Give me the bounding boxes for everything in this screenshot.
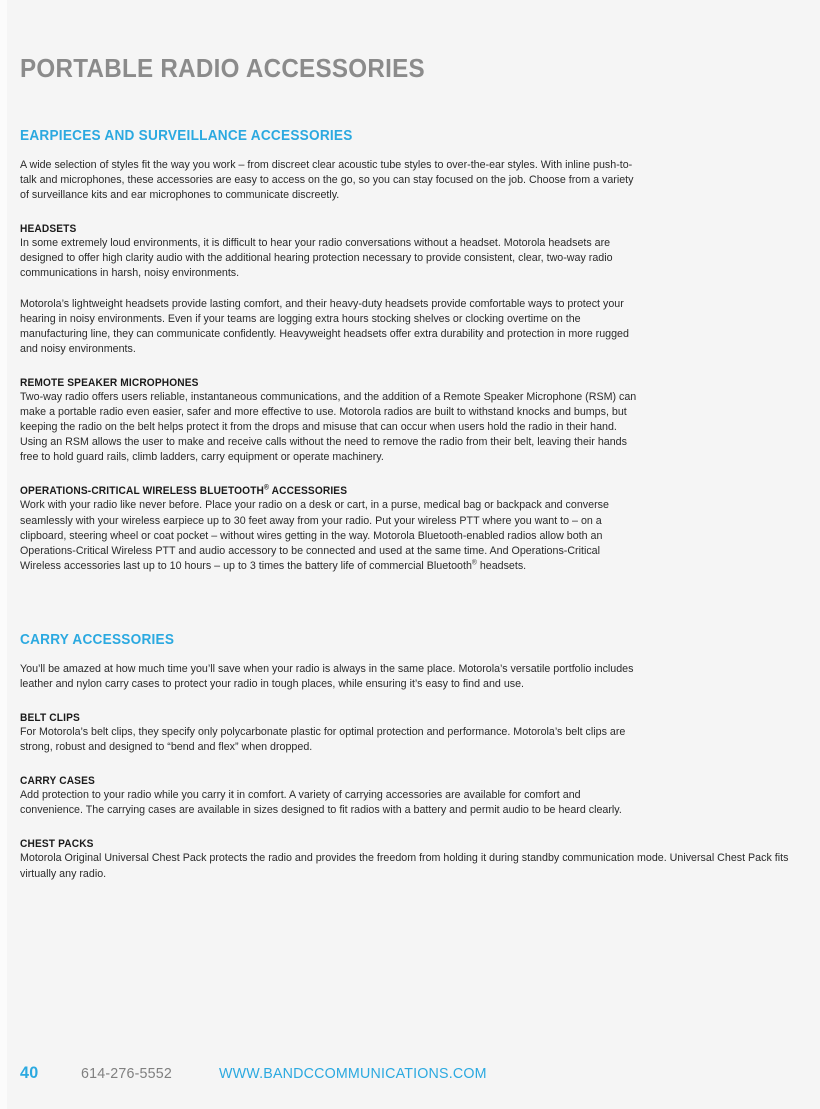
registered-trademark-mark: ® — [471, 559, 477, 567]
spacer — [20, 818, 810, 838]
page-content — [20, 128, 810, 882]
spacer — [20, 465, 810, 485]
paragraph-headsets-2: Motorola’s lightweight headsets provide lasting comfort, and their heavy-duty headsets provide comfortable ways to protect your hearing in noisy environments. Even if your teams are logging extra hours stocking shelves or clocking overtime on the manufacturing line, they can communicate confidently. Heavyweight headsets offer extra durability and protection in more rugged and noisy environments. — [20, 297, 629, 355]
paragraph-chest-packs: Motorola Original Universal Chest Pack protects the radio and provides the freedom from holding it during standby communication mode. Universal Chest Pack fits virtually any radio. — [20, 852, 789, 880]
section-intro-earpieces: A wide selection of styles fit the way you work – from discreet clear acoustic tube styles to over-the-ear styles. With inline push-to-talk and microphones, these accessories are easy to access on the go, so you can stay focused on the job. Choose from a variety of surveillance kits and ear microphones to communicate discreetly. — [20, 159, 634, 202]
paragraph-text-part-1: Work with your radio like never before. Place your radio on a desk or cart, in a purse, medical bag or backpack and converse seamlessly with your wireless earpiece up to 30 feet away from your radio. Put your wireless PTT where you want to – on a clipboard, steering wheel or coat pocket – without wires getting in the way. Motorola Bluetooth-enabled radios allow both an Operations-Critical Wireless PTT and audio accessory to be connected and used at the same time. And Operations-Critical Wireless accessories last up to 10 hours – up to 3 times the battery life of commercial Bluetooth — [20, 499, 609, 572]
page-title: PORTABLE RADIO ACCESSORIES — [20, 53, 425, 84]
spacer — [20, 357, 810, 377]
sub-heading-remote-speaker-microphones: REMOTE SPEAKER MICROPHONES — [20, 376, 199, 389]
sub-heading-chest-packs: CHEST PACKS — [20, 838, 94, 851]
subsection-remote-speaker-microphones — [20, 377, 810, 465]
paragraph-operations-critical-wireless-bluetooth — [20, 498, 641, 573]
section-intro-carry-accessories: You’ll be amazed at how much time you’ll save when your radio is always in the same place. Motorola’s versatile portfolio includes leather and nylon carry cases to protect your radio in tough places, while ensuring it’s easy to find and use. — [20, 662, 634, 690]
registered-trademark-mark: ® — [264, 484, 270, 492]
spacer — [20, 755, 810, 775]
paragraph-headsets-1: In some extremely loud environments, it is difficult to hear your radio conversations without a headset. Motorola headsets are designed to offer high clarity audio with the additional hearing protection necessary to provide consistent, clear, two-way radio communications in harsh, noisy environments. — [20, 237, 613, 280]
subsection-belt-clips — [20, 712, 810, 755]
section-heading-earpieces: EARPIECES AND SURVEILLANCE ACCESSORIES — [20, 128, 353, 144]
page-footer — [20, 1063, 501, 1083]
subsection-operations-critical-wireless-bluetooth-accessories — [20, 485, 810, 573]
spacer — [20, 203, 810, 223]
footer-phone-number[interactable]: 614-276-5552 — [80, 1065, 172, 1082]
sub-heading-belt-clips: BELT CLIPS — [20, 712, 80, 725]
paragraph-remote-speaker-microphones: Two-way radio offers users reliable, instantaneous communications, and the addition of a Remote Speaker Microphone (RSM) can make a portable radio even easier, safer and more effective to use. Motorola radios are built to withstand knocks and bumps, but keeping the radio on the belt helps protect it from the drops and misuse that can occur when users hold the radio in their hand. Using an RSM allows the user to make and receive calls without the need to remove the radio from their belt, leaving their hands free to hold guard rails, climb ladders, carry equipment or operate machinery. — [20, 390, 637, 464]
sub-heading-operations-critical-wireless-bluetooth — [20, 485, 771, 497]
footer-page-number: 40 — [20, 1063, 39, 1082]
subsection-chest-packs — [20, 838, 810, 881]
section-earpieces-and-surveillance-accessories — [20, 128, 810, 574]
sub-heading-text-prefix: OPERATIONS-CRITICAL WIRELESS BLUETOOTH — [20, 485, 265, 498]
spacer — [20, 692, 810, 712]
section-carry-accessories — [20, 632, 810, 882]
spacer-between-sections — [20, 574, 810, 632]
section-heading-carry-accessories: CARRY ACCESSORIES — [20, 631, 175, 648]
subsection-headsets — [20, 223, 810, 357]
footer-website-link[interactable]: WWW.BANDCCOMMUNICATIONS.COM — [219, 1065, 488, 1082]
page-left-edge-strip — [0, 0, 7, 1109]
spacer — [20, 282, 810, 297]
sub-heading-text-suffix: ACCESSORIES — [269, 485, 348, 498]
sub-heading-carry-cases: CARRY CASES — [20, 775, 95, 788]
paragraph-text-part-2: headsets. — [476, 559, 527, 572]
subsection-carry-cases — [20, 775, 810, 818]
paragraph-carry-cases: Add protection to your radio while you carry it in comfort. A variety of carrying accessories are available for comfort and convenience. The carrying cases are available in sizes designed to fit radios with a battery and permit audio to be heard clearly. — [20, 789, 622, 817]
sub-heading-headsets: HEADSETS — [20, 223, 77, 236]
paragraph-belt-clips: For Motorola’s belt clips, they specify only polycarbonate plastic for optimal protection and performance. Motorola’s belt clips are strong, robust and designed to “bend and flex” when dropped. — [20, 726, 626, 754]
